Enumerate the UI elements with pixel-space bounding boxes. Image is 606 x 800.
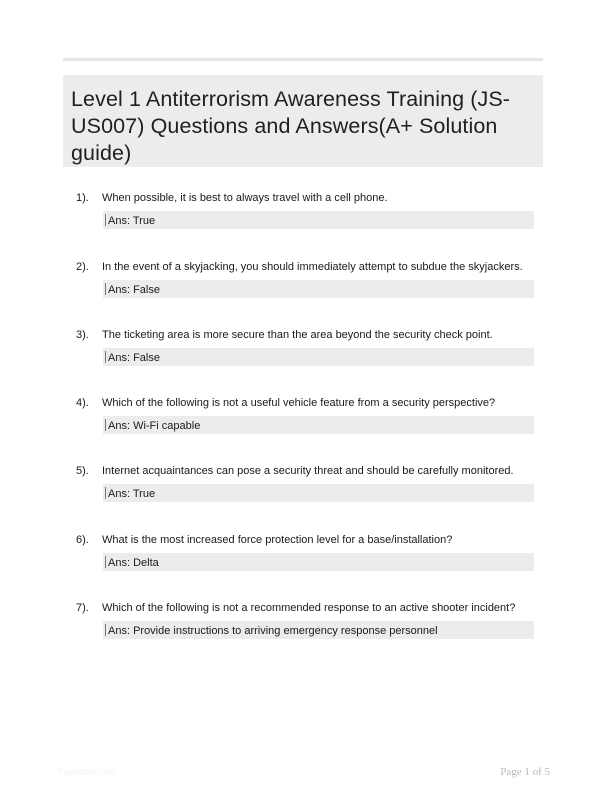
answer-marker [105, 214, 106, 226]
answer-text: Ans: Wi-Fi capable [108, 420, 201, 432]
answer-box [103, 553, 534, 571]
document-title: Level 1 Antiterrorism Awareness Training (JS-US007) Questions and Answers(A+ Solution guide) [71, 87, 511, 165]
footer-site-watermark: Papertbic.com [58, 767, 116, 777]
question-text: When possible, it is best to always travel with a cell phone. [102, 192, 388, 204]
page-number: Page 1 of 5 [500, 766, 550, 778]
answer-text: Ans: Provide instructions to arriving emergency response personnel [108, 625, 438, 637]
answer-text: Ans: True [108, 215, 156, 227]
answer-box [103, 211, 534, 229]
answer-box [103, 621, 534, 639]
answer-box [103, 416, 534, 434]
answer-marker [105, 351, 106, 363]
answer-box [103, 348, 534, 366]
question-text: Internet acquaintances can pose a security threat and should be carefully monitored. [102, 465, 514, 477]
question-number: 3). [76, 329, 89, 341]
answer-box [103, 484, 534, 502]
question-text: What is the most increased force protection level for a base/installation? [102, 534, 453, 546]
answer-marker [105, 419, 106, 431]
question-number: 7). [76, 602, 89, 614]
question-number: 6). [76, 534, 89, 546]
question-text: In the event of a skyjacking, you should immediately attempt to subdue the skyjackers. [102, 261, 523, 273]
answer-text: Ans: Delta [108, 557, 159, 569]
question-text: Which of the following is not a useful vehicle feature from a security perspective? [102, 397, 496, 409]
question-number: 4). [76, 397, 89, 409]
answer-text: Ans: False [108, 352, 160, 364]
question-text: The ticketing area is more secure than the area beyond the security check point. [102, 329, 493, 341]
answer-marker [105, 283, 106, 295]
question-number: 1). [76, 192, 89, 204]
answer-marker [105, 556, 106, 568]
question-number: 2). [76, 261, 89, 273]
answer-text: Ans: False [108, 284, 160, 296]
answer-marker [105, 487, 106, 499]
answer-text: Ans: True [108, 488, 156, 500]
answer-marker [105, 624, 106, 636]
question-number: 5). [76, 465, 89, 477]
answer-box [103, 280, 534, 298]
question-text: Which of the following is not a recommended response to an active shooter incident? [102, 602, 516, 614]
